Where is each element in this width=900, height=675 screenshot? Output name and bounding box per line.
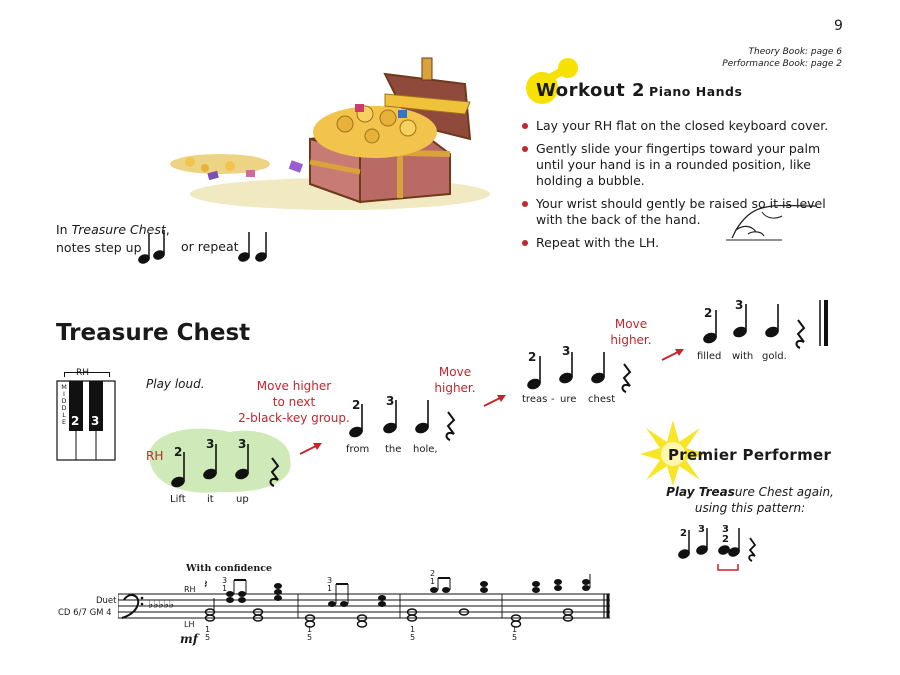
direction-move-higher-2: [432, 364, 478, 396]
svg-text:♭♭♭♭♭: ♭♭♭♭♭: [148, 598, 174, 611]
arrow-right-icon: [660, 346, 686, 362]
middle-label: [60, 384, 68, 426]
arrow-right-icon: [482, 392, 508, 408]
lyric: chest: [588, 394, 616, 405]
duet-rh-finger: 1: [430, 577, 436, 586]
lyric: up: [236, 494, 249, 505]
middle-letter: D: [61, 397, 67, 405]
duet-lh-finger: 5: [205, 633, 211, 642]
finger-number: 2: [352, 398, 361, 412]
intro-or-repeat: or repeat: [181, 239, 239, 254]
lyric: gold.: [762, 351, 787, 362]
repeat-notes-icon: [234, 228, 274, 266]
phrase-4-notes: [694, 300, 844, 350]
duet-lh-finger: 5: [410, 633, 416, 642]
lyric: treas: [522, 394, 548, 405]
direction-line: Move: [438, 365, 472, 379]
lyric: ure: [560, 394, 577, 405]
finger-number: 3: [238, 437, 247, 451]
intro-text-pre: In: [56, 222, 72, 237]
piece-title: Treasure Chest: [56, 320, 251, 346]
lyric: Lift: [170, 494, 186, 505]
duet-lh-finger: 1: [307, 625, 313, 634]
hand-position-illustration: [722, 194, 822, 244]
lyric: with: [732, 351, 754, 362]
duet-tempo: With confidence: [186, 563, 273, 574]
premier-text-bold: Play Treas: [666, 485, 735, 499]
duet-label: Duet: [96, 596, 117, 606]
keyboard-hand-label: RH: [76, 368, 90, 378]
duet-lh-finger: 1: [205, 625, 211, 634]
duet-lh-finger: 5: [512, 633, 518, 642]
phrase-3-notes: [518, 352, 648, 397]
key-finger-3: 3: [91, 414, 100, 428]
instruction-item: Lay your RH flat on the closed keyboard cover.: [520, 118, 830, 134]
finger-number: 3: [698, 524, 705, 535]
key-finger-2: 2: [71, 414, 80, 428]
finger-number: 3: [562, 344, 571, 358]
finger-number: 2: [722, 534, 729, 545]
dynamic-instruction: Play loud.: [146, 377, 205, 391]
direction-move-higher-3: [608, 316, 654, 348]
middle-letter: E: [61, 418, 67, 426]
lyric: from: [346, 444, 370, 455]
direction-line: Move: [614, 317, 648, 331]
duet-rh-finger: 2: [430, 569, 436, 578]
duet-staff: [118, 574, 618, 636]
hand-label-rh: RH: [146, 449, 164, 463]
step-up-notes-icon: [134, 228, 174, 266]
keyboard-bracket: [64, 372, 110, 377]
book-references: [722, 46, 842, 70]
duet-cd-label: CD 6/7 GM 4: [58, 608, 112, 618]
finger-number: 3: [722, 524, 729, 535]
lyric: -: [551, 394, 555, 405]
workout-subtitle: Piano Hands: [649, 84, 743, 99]
workout-heading: [536, 80, 742, 101]
phrase-1-notes: [160, 430, 290, 490]
middle-letter: M: [61, 383, 67, 391]
duet-lh-finger: 1: [410, 625, 416, 634]
duet-lh-label: LH: [184, 620, 195, 629]
lyric: the: [385, 444, 402, 455]
instruction-item: Gently slide your fingertips toward your palm until your hand is in a rounded position, like holding a bubble.: [520, 141, 830, 189]
duet-lh-finger: 1: [512, 625, 518, 634]
intro-piece-name: Treasure Chest: [71, 222, 166, 237]
keyboard-diagram: [56, 370, 116, 460]
premier-text-rest: ure Chest again,: [734, 485, 834, 499]
page-number: 9: [834, 18, 843, 34]
finger-number: 2: [680, 528, 687, 539]
finger-number: 3: [386, 394, 395, 408]
premier-text-line2: using this pattern:: [694, 501, 806, 515]
performance-book-ref: Performance Book: page 2: [722, 59, 842, 69]
direction-line: to next: [272, 395, 316, 409]
middle-letter: L: [62, 411, 66, 419]
finger-number: 2: [174, 445, 183, 459]
middle-letter: D: [61, 404, 67, 412]
finger-number: 2: [704, 306, 713, 320]
intro-text-post: ,: [165, 222, 170, 237]
premier-performer-title: Premier Performer: [668, 446, 832, 464]
svg-text:𝄽: 𝄽: [204, 577, 208, 591]
direction-line: Move higher: [256, 379, 332, 393]
intro-step-up: notes step up: [56, 240, 142, 255]
lyric: filled: [697, 351, 722, 362]
finger-number: 3: [206, 437, 215, 451]
direction-line: higher.: [434, 381, 476, 395]
instruction-item: Your wrist should gently be raised so it is level with the back of the hand.: [520, 196, 830, 228]
workout-title: Workout 2: [536, 80, 646, 101]
duet-rh-finger: 3: [327, 576, 333, 585]
arrow-right-icon: [298, 440, 324, 456]
duet-dynamic: mf: [180, 632, 198, 646]
premier-performer-text: [650, 484, 850, 516]
duet-lh-finger: 5: [307, 633, 313, 642]
duet-rh-label: RH: [184, 585, 196, 594]
direction-line: 2-black-key group.: [238, 411, 350, 425]
lyric: it: [207, 494, 214, 505]
duet-rh-finger: 1: [222, 584, 228, 593]
instruction-item: Repeat with the LH.: [520, 235, 830, 251]
lyric: hole,: [413, 444, 438, 455]
treasure-chest-illustration: [160, 44, 500, 214]
duet-rh-finger: 1: [327, 584, 333, 593]
duet-rh-finger: 3: [222, 576, 228, 585]
direction-line: higher.: [610, 333, 652, 347]
finger-number: 2: [528, 350, 537, 364]
theory-book-ref: Theory Book: page 6: [748, 47, 842, 57]
finger-number: 3: [735, 298, 744, 312]
middle-letter: I: [63, 390, 65, 398]
direction-move-higher-1: [236, 378, 352, 426]
